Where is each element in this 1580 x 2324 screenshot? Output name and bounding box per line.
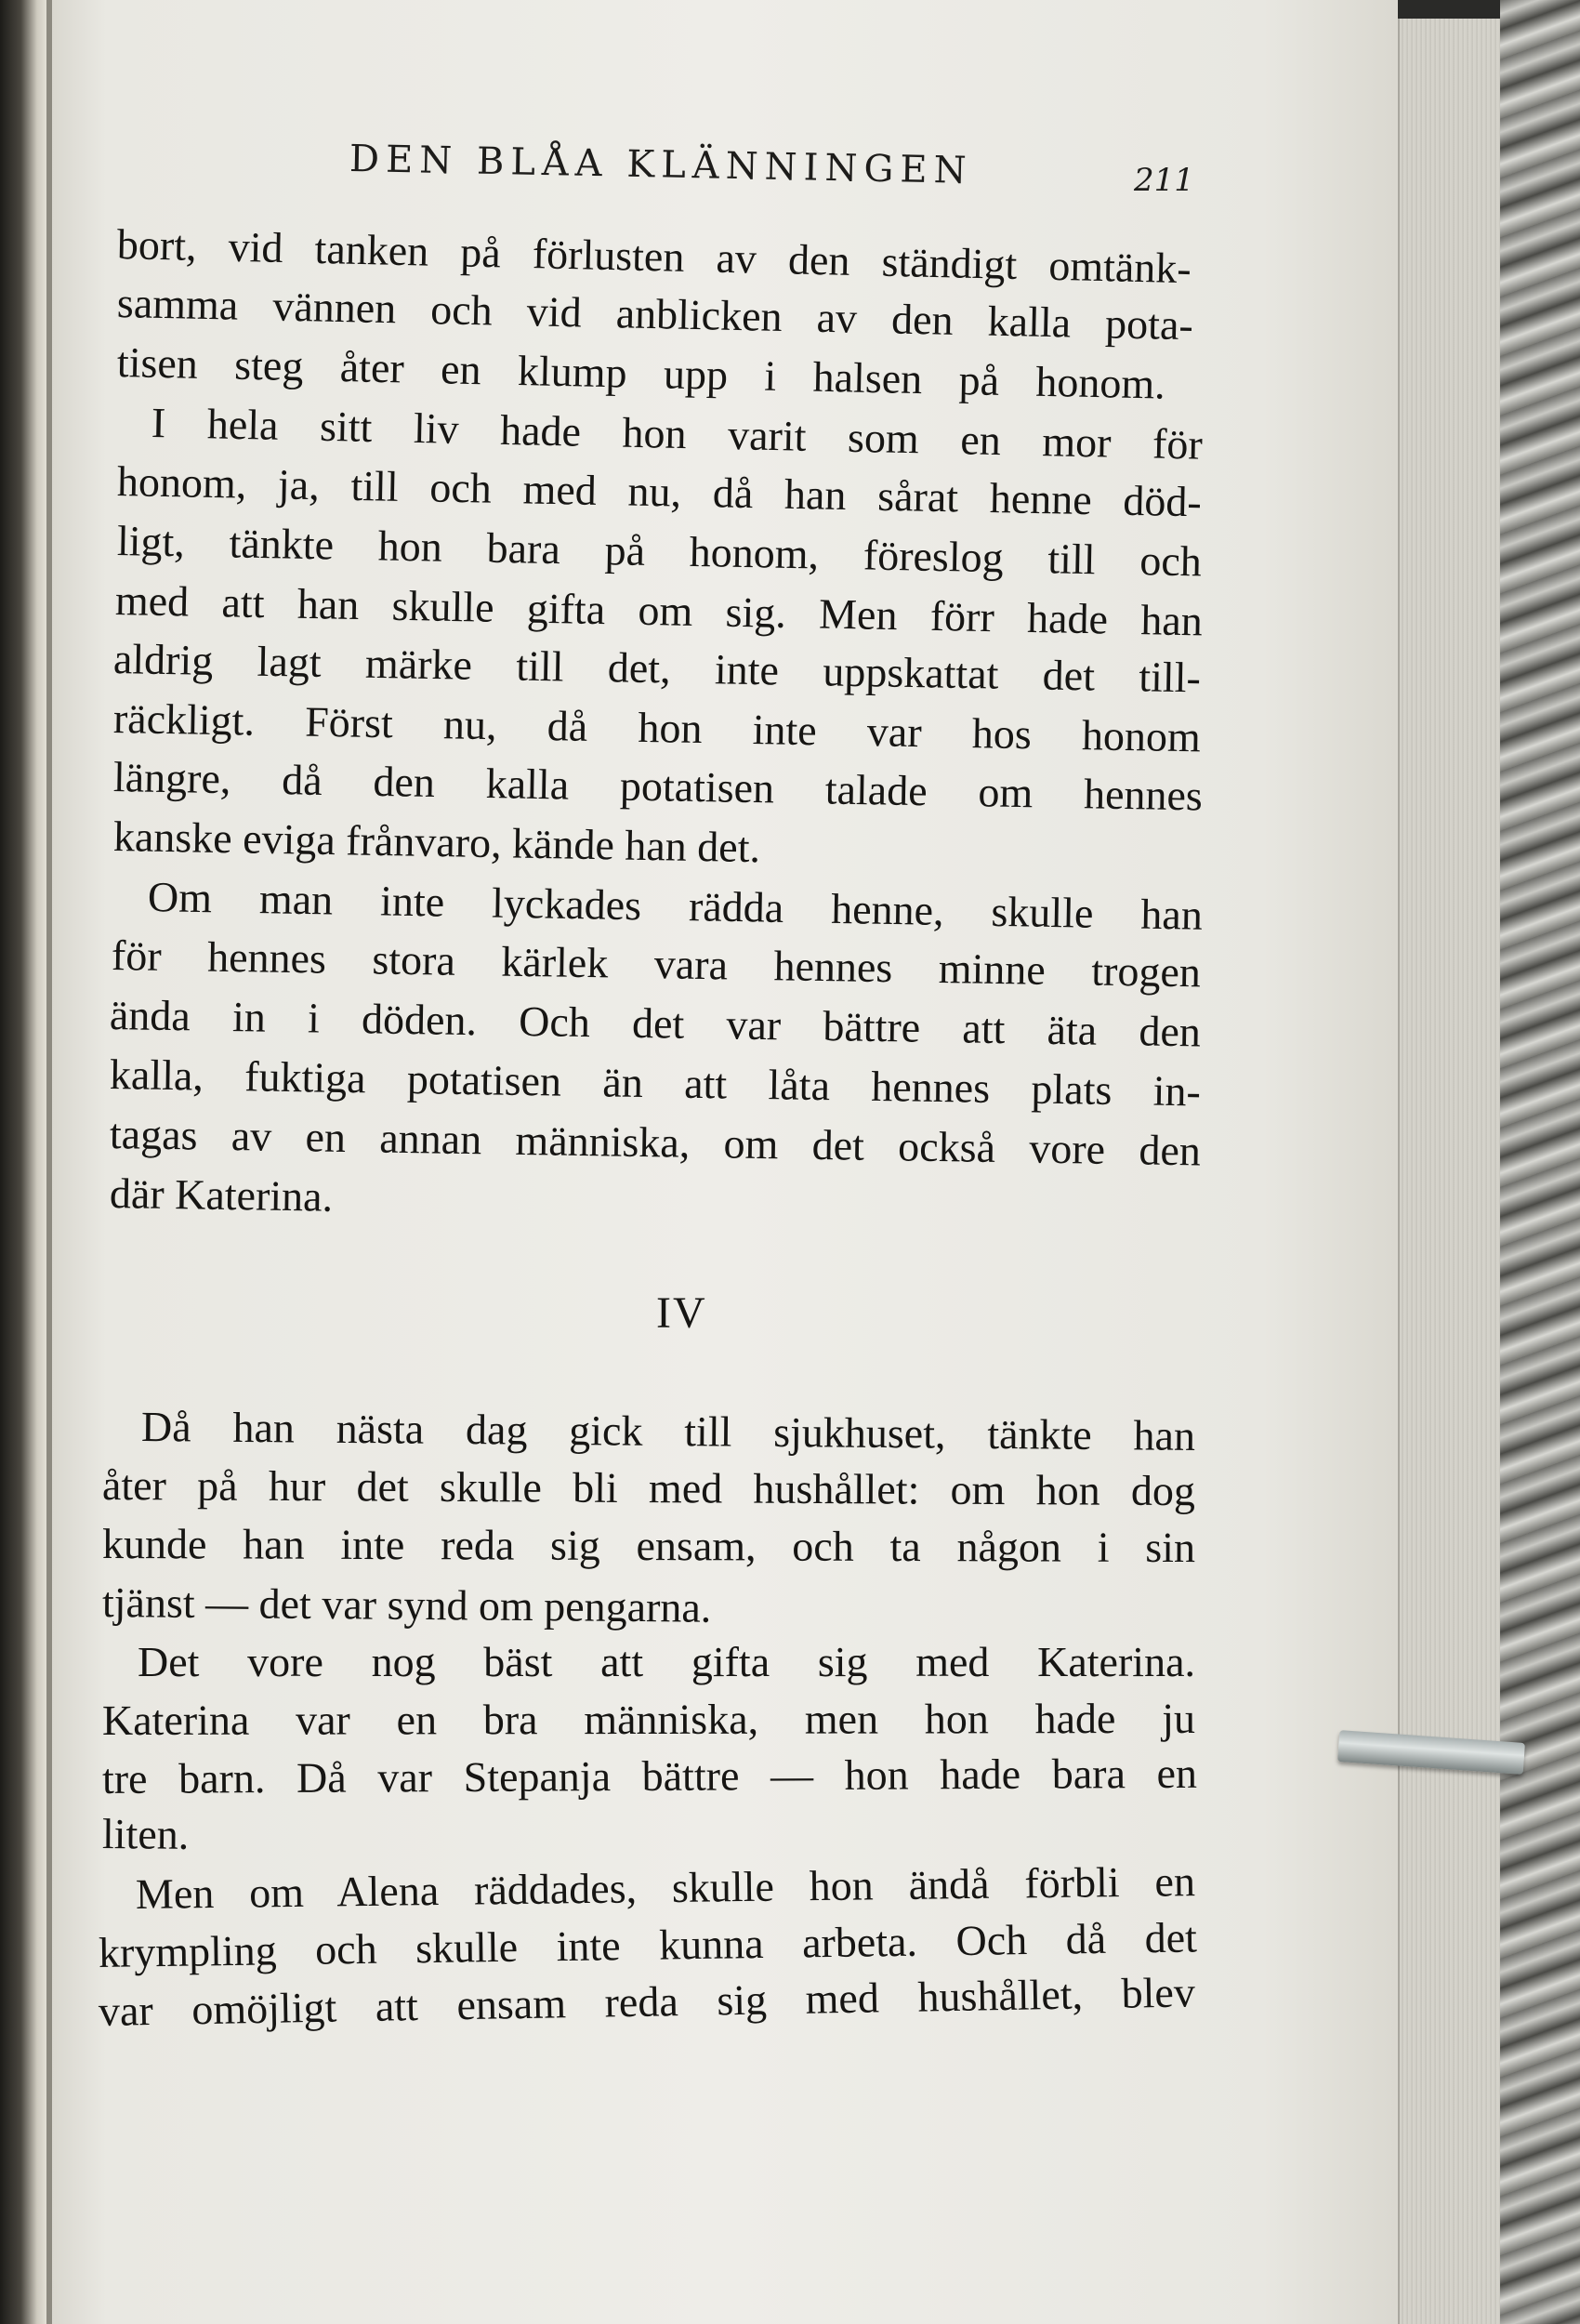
text-line: liten. (101, 1810, 190, 1858)
text-line: Då han nästa dag gick till sjukhuset, tänkte han (140, 1403, 1196, 1459)
text-line: åter på hur det skulle bli med hushållet: om hon dog (101, 1461, 1196, 1515)
text-line: tjänst — det var synd om pengarna. (101, 1578, 712, 1631)
text-line: ända in i döden. Och det var bättre att äta den (109, 991, 1202, 1056)
book-page (52, 0, 1398, 2324)
protective-cover-foil (1500, 0, 1580, 2324)
text-line: räckligt. Först nu, då hon inte var hos honom (112, 694, 1202, 761)
text-line: ligt, tänkte hon bara på honom, föreslog till och (116, 517, 1203, 586)
text-line: med att han skulle gifta om sig. Men förr hade han (114, 576, 1204, 645)
text-line: var omöjligt att ensam reda sig med hushållet, blev (98, 1968, 1196, 2035)
text-line: Om man inte lyckades rädda henne, skulle han (147, 873, 1204, 939)
text-line: där Katerina. (109, 1169, 334, 1221)
running-title: DEN BLÅA KLÄNNINGEN (349, 138, 974, 192)
text-line: tre barn. Då var Stepanja bättre — hon hade bara en (101, 1749, 1198, 1802)
text-line: krympling och skulle inte kunna arbeta. Och då det (98, 1913, 1198, 1976)
section-heading: IV (656, 1288, 707, 1338)
text-line: Det vore nog bäst att gifta sig med Katerina. (138, 1638, 1195, 1685)
page-stack-edge (1398, 19, 1502, 2324)
text-line: tagas av en annan människa, om det också vore den (109, 1110, 1202, 1175)
text-line: för hennes stora kärlek vara hennes minne trogen (111, 931, 1202, 997)
text-line: bort, vid tanken på förlusten av den ständigt omtänk- (116, 220, 1192, 293)
text-line: aldrig lagt märke till det, inte uppskattat det till- (112, 635, 1202, 702)
text-line: samma vännen och vid anblicken av den kalla pota- (116, 279, 1194, 350)
book-gutter-left (0, 0, 46, 2324)
text-line: I hela sitt liv hade hon varit som en mor för (151, 399, 1204, 469)
text-line: kalla, fuktiga potatisen än att låta hennes plats in- (109, 1050, 1202, 1116)
text-line: Katerina var en bra människa, men hon hade ju (101, 1694, 1196, 1744)
text-line: Men om Alena räddades, skulle hon ändå förbli en (135, 1857, 1196, 1918)
text-line: honom, ja, till och med nu, då han sårat henne död- (116, 457, 1203, 526)
text-line: kanske eviga frånvaro, kände han det. (112, 812, 761, 872)
text-line: kunde han inte reda sig ensam, och ta någon i sin (101, 1520, 1196, 1572)
text-line: längre, då den kalla potatisen talade om hennes (112, 753, 1204, 820)
text-line: tisen steg åter en klump upp i halsen på honom. (116, 338, 1166, 408)
page-number: 211 (1134, 162, 1194, 199)
